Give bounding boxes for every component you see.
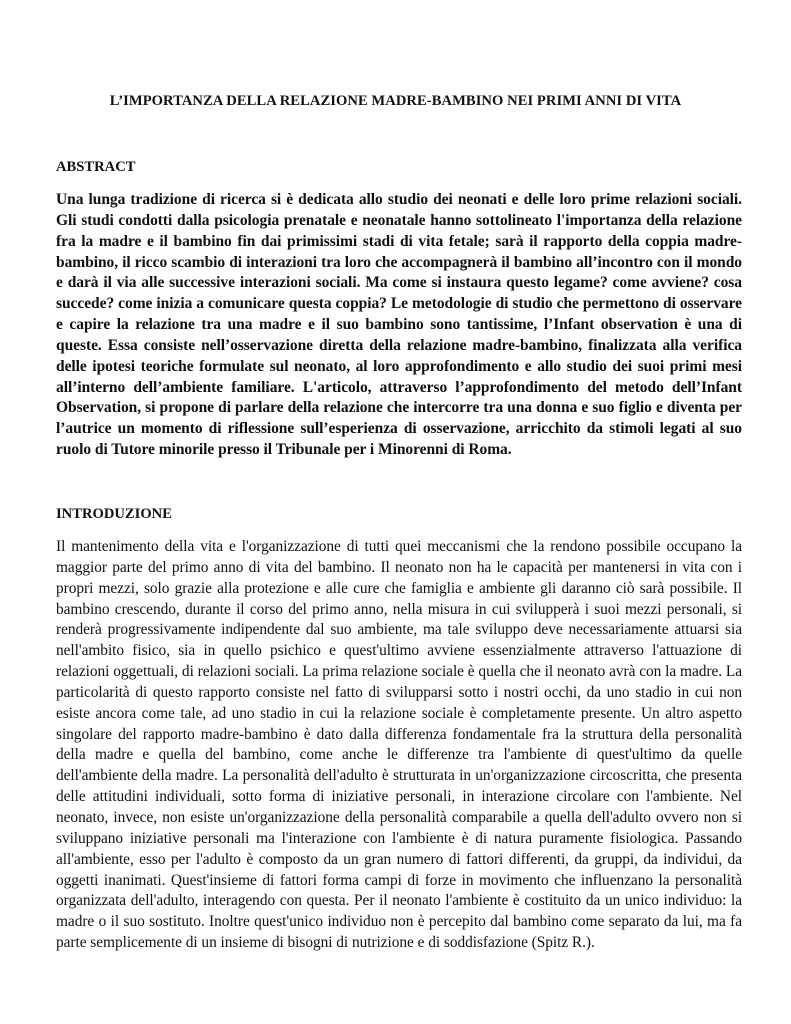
abstract-heading: ABSTRACT bbox=[56, 159, 136, 175]
introduction-paragraph: Il mantenimento della vita e l'organizzazione di tutti quei meccanismi che la rendono possibile occupano la maggior parte del primo anno di vita del bambino. Il neonato non ha le capacità per mantenersi in vita con i propri mezzi, solo grazie alla protezione e alle cure che famiglia e ambiente gli daranno ciò sarà possibile. Il bambino crescendo, durante il corso del primo anno, nella misura in cui svilupperà i suoi mezzi personali, si renderà progressivamente indipendente dal suo ambiente, ma tale sviluppo deve necessariamente attuarsi sia nell'ambito fisico, sia in quello psichico e quest'ultimo avviene essenzialmente attraverso l'attuazione di relazioni oggettuali, di relazioni sociali. La prima relazione sociale è quella che il neonato avrà con la madre. La particolarità di questo rapporto consiste nel fatto di svilupparsi sotto i nostri occhi, da uno stadio in cui non esiste ancora come tale, ad uno stadio in cui la relazione sociale è completamente presente. Un altro aspetto singolare del rapporto madre-bambino è dato dalla differenza fondamentale fra la struttura della personalità della madre e quella del bambino, come anche le differenze tra l'ambiente di quest'ultimo da quelle dell'ambiente della madre. La personalità dell'adulto è strutturata in un'organizzazione circoscritta, che presenta delle attitudini individuali, sotto forma di iniziative personali, in interazione circolare con l'ambiente. Nel neonato, invece, non esiste un'organizzazione della personalità comparabile a quella dell'adulto ovvero non si sviluppano iniziative personali ma l'interazione con l'ambiente è di natura puramente fisiologica. Passando all'ambiente, esso per l'adulto è composto da un gran numero di fattori differenti, da gruppi, da individui, da oggetti inanimati. Quest'insieme di fattori forma campi di forze in movimento che influenzano la personalità organizzata dell'adulto, interagendo con questa. Per il neonato l'ambiente è costituito da un unico individuo: la madre o il suo sostituto. Inoltre quest'unico individuo non è percepito dal bambino come separato da lui, ma fa parte semplicemente di un insieme di bisogni di nutrizione e di soddisfazione (Spitz R.). bbox=[56, 538, 742, 952]
abstract-paragraph: Una lunga tradizione di ricerca si è dedicata allo studio dei neonati e delle loro prime relazioni sociali. Gli studi condotti dalla psicologia prenatale e neonatale hanno sottolineato l'importanza della relazione fra la madre e il bambino fin dai primissimi stadi di vita fetale; sarà il rapporto della coppia madre-bambino, il ricco scambio di interazioni tra loro che accompagnerà il bambino all’incontro con il mondo e darà il via alle successive interazioni sociali. Ma come si instaura questo legame? come avviene? cosa succede? come inizia a comunicare questa coppia? Le metodologie di studio che permettono di osservare e capire la relazione tra una madre e il suo bambino sono tantissime, l’Infant observation è una di queste. Essa consiste nell’osservazione diretta della relazione madre-bambino, finalizzata alla verifica delle ipotesi teoriche formulate sul neonato, al loro approfondimento e allo studio dei suoi primi mesi all’interno dell’ambiente familiare. L'articolo, attraverso l’approfondimento del metodo dell’Infant Observation, si propone di parlare della relazione che intercorre tra una donna e suo figlio e diventa per l’autrice un momento di riflessione sull’esperienza di osservazione, arricchito da stimoli legati al suo ruolo di Tutore minorile presso il Tribunale per i Minorenni di Roma. bbox=[56, 191, 742, 459]
page-title: L’IMPORTANZA DELLA RELAZIONE MADRE-BAMBINO NEI PRIMI ANNI DI VITA bbox=[109, 93, 682, 109]
introduction-heading: INTRODUZIONE bbox=[56, 506, 172, 522]
